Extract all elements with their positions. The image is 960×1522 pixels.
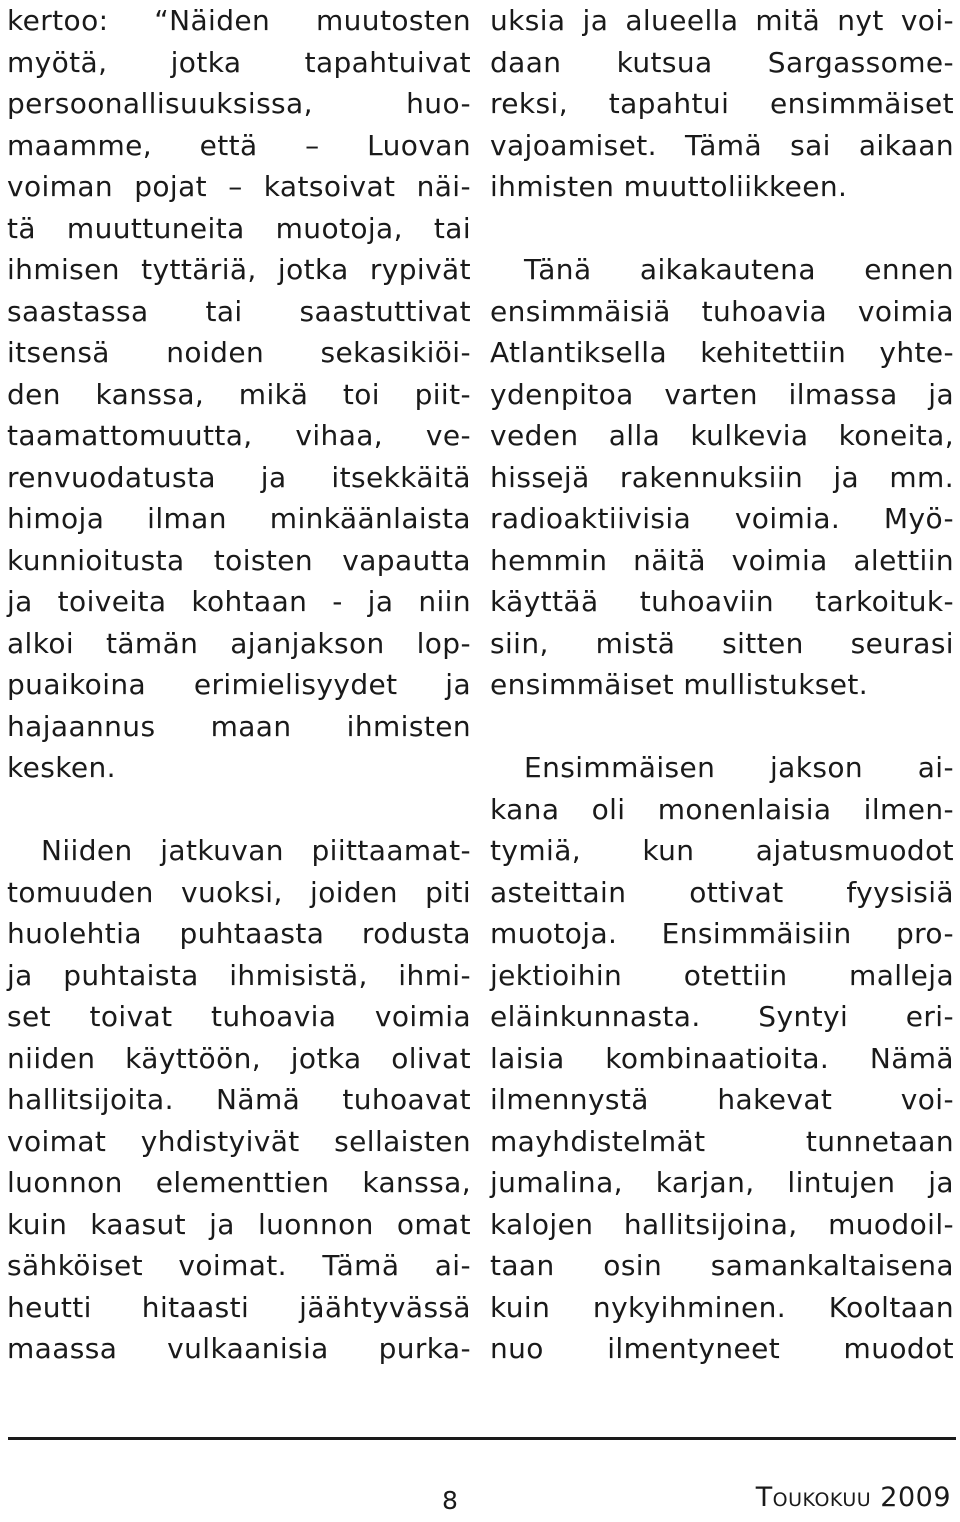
text-line: Tänä aikakautena ennen	[524, 253, 954, 286]
text-line: ja puhtaista ihmisistä, ihmi-	[7, 958, 471, 992]
text-line: kunnioitusta toisten vapautta	[7, 543, 471, 577]
text-line: tomuuden vuoksi, joiden piti	[7, 875, 471, 909]
text-line: hissejä rakennuksiin ja mm.	[490, 460, 954, 494]
text-line: renvuodatusta ja itsekkäitä	[7, 460, 471, 494]
text-line: tä muuttuneita muotoja, tai	[7, 211, 471, 245]
left-paragraph-2	[7, 830, 471, 1370]
right-column	[490, 0, 954, 1370]
text-line: sähköiset voimat. Tämä ai-	[7, 1249, 471, 1282]
text-line: radioaktiivisia voimia. Myö-	[490, 502, 954, 535]
text-line: taamattomuutta, vihaa, ve-	[7, 419, 471, 452]
text-line: kesken.	[7, 751, 116, 784]
text-line: itsensä noiden sekasikiöi-	[7, 336, 471, 369]
text-line: niiden käyttöön, jotka olivat	[7, 1041, 471, 1075]
text-line: maassa vulkaanisia purka-	[7, 1332, 471, 1365]
text-line: kuin nykyihminen. Kooltaan	[490, 1290, 954, 1324]
text-line: siin, mistä sitten seurasi	[490, 626, 954, 660]
text-line: ihmisten muuttoliikkeen.	[490, 170, 848, 203]
text-line: voiman pojat – katsoivat näi-	[7, 170, 471, 203]
text-line: ihmisen tyttäriä, jotka rypivät	[7, 253, 471, 286]
text-line: ydenpitoa varten ilmassa ja	[490, 377, 954, 411]
text-line: daan kutsua Sargassome-	[490, 45, 954, 79]
text-line: taan osin samankaltaisena	[490, 1249, 954, 1282]
text-line: kertoo: “Näiden muutosten	[7, 4, 471, 37]
text-line: tymiä, kun ajatusmuodot	[490, 834, 954, 867]
text-line: Atlantiksella kehitettiin yhte-	[490, 336, 954, 369]
text-line: himoja ilman minkäänlaista	[7, 502, 471, 535]
text-line: mayhdistelmät tunnetaan	[490, 1124, 954, 1158]
text-line: myötä, jotka tapahtuivat	[7, 45, 471, 79]
text-line: eläinkunnasta. Syntyi eri-	[490, 1000, 954, 1033]
left-column	[7, 0, 471, 1370]
right-paragraph-2	[490, 249, 954, 706]
text-line: jumalina, karjan, lintujen ja	[490, 1166, 954, 1199]
text-line: hajaannus maan ihmisten	[7, 709, 471, 743]
issue-label	[756, 1482, 951, 1514]
text-line: luonnon elementtien kanssa,	[7, 1166, 471, 1199]
text-line: Ensimmäisen jakson ai-	[524, 751, 954, 784]
text-line: nuo ilmentyneet muodot	[490, 1332, 954, 1365]
text-line: käyttää tuhoaviin tarkoituk-	[490, 585, 954, 618]
text-line: saastassa tai saastuttivat	[7, 294, 471, 328]
text-line: den kanssa, mikä toi piit-	[7, 377, 471, 411]
text-line: muotoja. Ensimmäisiin pro-	[490, 917, 954, 950]
right-paragraph-1	[490, 0, 954, 208]
text-line: kalojen hallitsijoina, muodoil-	[490, 1207, 954, 1241]
text-line: laisia kombinaatioita. Nämä	[490, 1041, 954, 1075]
right-paragraph-3	[490, 747, 954, 1370]
text-line: ensimmäiset mullistukset.	[490, 668, 869, 701]
page-number: 8	[442, 1486, 458, 1515]
text-line: kuin kaasut ja luonnon omat	[7, 1207, 471, 1241]
text-line: asteittain ottivat fyysisiä	[490, 875, 954, 909]
text-line: ja toiveita kohtaan - ja niin	[7, 585, 471, 618]
left-paragraph-1	[7, 0, 471, 789]
text-line: persoonallisuuksissa, huo-	[7, 87, 471, 120]
issue-month: Toukokuu	[755, 1482, 872, 1513]
text-line: reksi, tapahtui ensimmäiset	[490, 87, 954, 120]
text-line: uksia ja alueella mitä nyt voi-	[490, 4, 954, 37]
text-line: ensimmäisiä tuhoavia voimia	[490, 294, 954, 328]
text-line: vajoamiset. Tämä sai aikaan	[490, 128, 954, 162]
text-line: veden alla kulkevia koneita,	[490, 419, 954, 452]
text-line: set toivat tuhoavia voimia	[7, 1000, 471, 1033]
text-line: ilmennystä hakevat voi-	[490, 1083, 954, 1116]
text-line: kana oli monenlaisia ilmen-	[490, 792, 954, 826]
text-line: puaikoina erimielisyydet ja	[7, 668, 471, 701]
text-line: alkoi tämän ajanjakson lop-	[7, 626, 471, 660]
text-line: hallitsijoita. Nämä tuhoavat	[7, 1083, 471, 1116]
text-line: huolehtia puhtaasta rodusta	[7, 917, 471, 950]
text-line: hemmin näitä voimia alettiin	[490, 543, 954, 577]
footer-divider	[8, 1437, 956, 1440]
issue-year: 2009	[880, 1482, 951, 1513]
text-line: maamme, että – Luovan	[7, 128, 471, 162]
text-line: Niiden jatkuvan piittaamat-	[41, 834, 471, 867]
text-line: voimat yhdistyivät sellaisten	[7, 1124, 471, 1158]
text-line: jektioihin otettiin malleja	[490, 958, 954, 992]
text-line: heutti hitaasti jäähtyvässä	[7, 1290, 471, 1324]
